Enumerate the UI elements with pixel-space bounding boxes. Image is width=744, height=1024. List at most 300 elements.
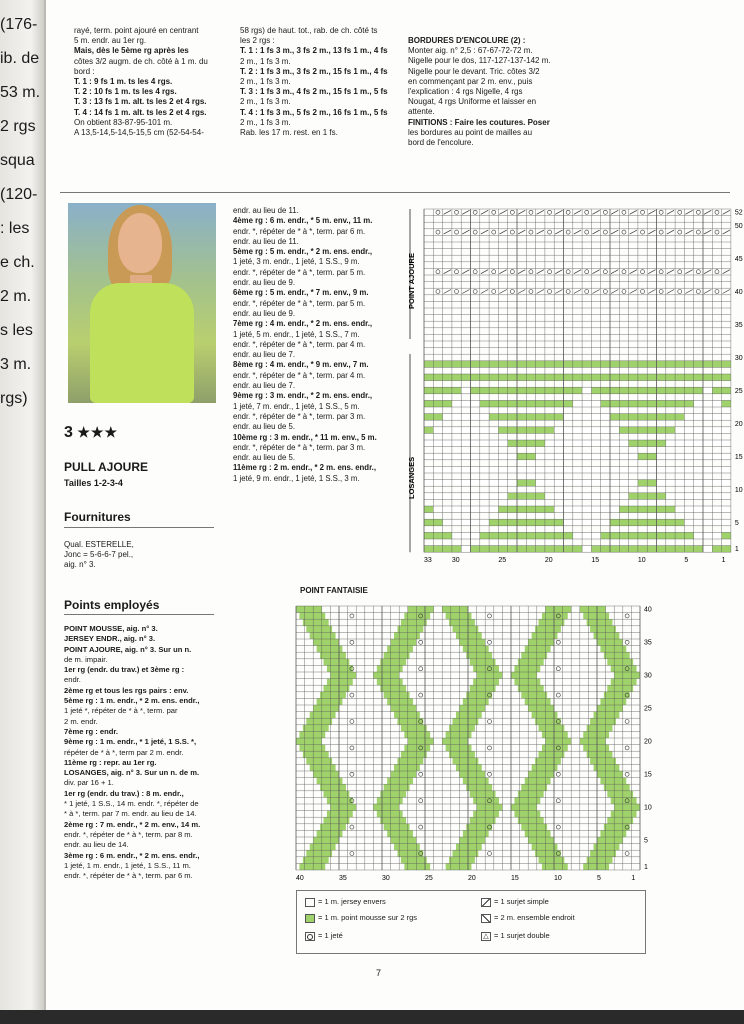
points-list <box>64 624 224 881</box>
text-line: On obtient 83-87-95-101 m. <box>74 117 173 127</box>
green-zigzag-cell <box>380 817 406 824</box>
text-line: T. 2 : 10 fs 1 m. ts les 4 rgs. <box>74 87 177 97</box>
text-line: T. 4 : 14 fs 1 m. alt. ts les 2 et 4 rgs. <box>74 107 207 117</box>
instruction-line: 8ème rg : 4 m. endr., * 9 m. env., 7 m. <box>233 360 369 370</box>
col-tick-label: 33 <box>424 557 432 565</box>
prev-page-text-line: 53 m. <box>0 84 41 101</box>
decrease-symbol <box>574 230 581 234</box>
yarn-over-symbol <box>696 290 700 294</box>
yarn-over-symbol <box>510 230 514 234</box>
green-zigzag-cell <box>611 811 637 818</box>
yarn-over-symbol <box>566 230 570 234</box>
green-zigzag-cell <box>327 665 353 672</box>
diamond-cell <box>582 387 591 394</box>
prev-page-text-line: rgs) <box>0 390 28 407</box>
green-zigzag-cell <box>600 778 626 785</box>
row-tick-label: 52 <box>734 209 743 217</box>
green-zigzag-cell <box>303 857 329 864</box>
instruction-line: 1 jeté *, répéter de * à *, term. par <box>64 706 178 716</box>
instruction-line: endr. *, répéter de * à *, term. par 5 m. <box>233 298 366 308</box>
green-zigzag-cell <box>473 797 499 804</box>
instruction-line: 9ème rg : 1 m. endr., * 1 jeté, 1 S.S. *, <box>64 737 197 747</box>
green-zigzag-cell <box>313 837 339 844</box>
green-zigzag-cell <box>583 613 609 620</box>
green-zigzag-cell <box>459 639 485 646</box>
pattern-title: PULL AJOURE <box>64 460 149 474</box>
yarn-over-symbol <box>566 290 570 294</box>
diamond-cell <box>694 532 722 539</box>
text-line: BORDURES D'ENCOLURE (2) : <box>408 36 526 45</box>
green-zigzag-cell <box>394 764 420 771</box>
green-zigzag-cell <box>377 679 403 686</box>
instruction-line: endr. *, répéter de * à *, term. par 4 m. <box>233 339 366 349</box>
decrease-symbol <box>648 230 655 234</box>
green-zigzag-cell <box>607 685 633 692</box>
green-zigzag-cell <box>470 791 496 798</box>
instruction-line: div. par 16 + 1. <box>64 778 114 788</box>
green-zigzag-cell <box>313 705 339 712</box>
green-zigzag-cell <box>449 857 475 864</box>
green-zigzag-cell <box>404 863 430 870</box>
ens-symbol-icon <box>481 914 491 923</box>
instruction-line: endr. au lieu de 11. <box>233 206 299 215</box>
row-tick-label: 40 <box>734 288 743 296</box>
green-zigzag-cell <box>597 837 623 844</box>
yarn-over-symbol <box>529 290 533 294</box>
text-line: Rab. les 17 m. rest. en 1 fs. <box>240 128 338 138</box>
green-zigzag-cell <box>511 672 537 679</box>
green-zigzag-cell <box>306 626 332 633</box>
yarn-over-symbol <box>715 230 719 234</box>
decrease-symbol <box>611 210 618 214</box>
green-zigzag-cell <box>532 844 558 851</box>
decrease-symbol <box>630 270 637 274</box>
green-zigzag-cell <box>330 672 356 679</box>
points-heading: Points employés <box>64 598 160 612</box>
col-tick-label: 1 <box>631 875 636 882</box>
green-zigzag-cell <box>324 817 350 824</box>
text-line: rayé, term. point ajouré en centrant <box>74 26 199 35</box>
green-zigzag-cell <box>401 725 427 732</box>
decrease-symbol <box>518 210 525 214</box>
yarn-over-symbol <box>556 825 560 829</box>
decrease-symbol <box>499 210 506 214</box>
yarn-over-symbol <box>556 640 560 644</box>
green-zigzag-cell <box>594 764 620 771</box>
green-zigzag-cell <box>320 652 346 659</box>
decrease-symbol <box>685 230 692 234</box>
green-zigzag-cell <box>614 672 640 679</box>
green-zigzag-cell <box>587 725 613 732</box>
green-zigzag-cell <box>446 863 472 870</box>
green-row <box>424 374 731 381</box>
green-zigzag-cell <box>397 758 423 765</box>
diamond-cell <box>452 532 480 539</box>
green-zigzag-cell <box>459 771 485 778</box>
green-zigzag-cell <box>384 784 410 791</box>
diamond-cell <box>526 466 647 473</box>
text-line: 2 m., 1 fs 3 m. <box>240 56 291 66</box>
green-zigzag-cell <box>459 837 485 844</box>
column-2-top <box>240 26 400 138</box>
previous-page-edge <box>0 0 46 1024</box>
green-zigzag-cell <box>330 804 356 811</box>
green-symbol-icon <box>305 914 315 923</box>
row-tick-label: 20 <box>734 420 743 428</box>
diamond-cell <box>582 546 591 553</box>
green-zigzag-cell <box>324 791 350 798</box>
text-line: 2 m., 1 fs 3 m. <box>240 97 291 107</box>
decrease-symbol <box>648 210 655 214</box>
yarn-over-symbol <box>625 852 629 856</box>
green-zigzag-cell <box>514 797 540 804</box>
instruction-line: POINT AJOURE, aig. n° 3. Sur un n. <box>64 644 192 654</box>
instruction-line: 2 m. endr. <box>64 716 98 726</box>
yarn-over-symbol <box>473 290 477 294</box>
yarn-over-symbol <box>585 210 589 214</box>
green-zigzag-cell <box>327 811 353 818</box>
green-zigzag-cell <box>459 705 485 712</box>
fourniture-line: Qual. ESTERELLE, <box>64 540 134 549</box>
col-tick-label: 10 <box>637 557 646 565</box>
instruction-line: 2ème rg et tous les rgs pairs : env. <box>64 685 189 695</box>
decrease-symbol <box>537 270 544 274</box>
green-zigzag-cell <box>511 804 537 811</box>
yarn-over-symbol <box>659 290 663 294</box>
yarn-over-symbol <box>436 270 440 274</box>
green-zigzag-cell <box>310 764 336 771</box>
difficulty-rating <box>64 424 118 442</box>
column-1-top <box>74 26 234 138</box>
diamond-cell <box>573 400 601 407</box>
row-tick-label: 1 <box>644 864 648 871</box>
heading-rule-2 <box>64 614 214 615</box>
decrease-symbol <box>723 210 730 214</box>
yarn-over-symbol <box>350 720 354 724</box>
decrease-symbol <box>555 270 562 274</box>
green-zigzag-cell <box>384 692 410 699</box>
yarn-over-symbol <box>455 270 459 274</box>
green-zigzag-cell <box>518 685 544 692</box>
yarn-over-symbol <box>436 230 440 234</box>
green-zigzag-cell <box>449 751 475 758</box>
green-zigzag-cell <box>521 824 547 831</box>
instruction-line: endr. au lieu de 7. <box>233 350 295 360</box>
section-divider <box>60 192 730 193</box>
green-zigzag-cell <box>528 771 554 778</box>
decrease-symbol <box>667 290 674 294</box>
decrease-symbol <box>704 210 711 214</box>
yarn-over-symbol <box>622 210 626 214</box>
green-zigzag-cell <box>607 791 633 798</box>
yarn-over-symbol <box>678 270 682 274</box>
yarn-over-symbol <box>455 290 459 294</box>
green-zigzag-cell <box>535 758 561 765</box>
green-zigzag-cell <box>453 850 479 857</box>
green-zigzag-cell <box>456 764 482 771</box>
green-zigzag-cell <box>387 778 413 785</box>
green-zigzag-cell <box>594 632 620 639</box>
green-zigzag-cell <box>607 659 633 666</box>
green-zigzag-cell <box>317 830 343 837</box>
instruction-line: 1 jeté, 3 m. endr., 1 jeté, 1 S.S., 9 m. <box>233 257 360 267</box>
green-zigzag-cell <box>404 745 430 752</box>
instruction-line: endr. *, répéter de * à *, term. par 6 m. <box>64 871 193 881</box>
instruction-line: 1 jeté, 5 m. endr., 1 jeté, 1 S.S., 7 m. <box>233 329 360 339</box>
col-tick-label: 10 <box>554 875 562 882</box>
green-zigzag-cell <box>397 850 423 857</box>
yarn-over-symbol <box>585 290 589 294</box>
decrease-symbol <box>444 230 451 234</box>
green-zigzag-cell <box>463 778 489 785</box>
instruction-line: endr. *, répéter de * à *, term. par 3 m. <box>233 442 366 452</box>
decrease-symbol <box>611 290 618 294</box>
green-zigzag-cell <box>514 665 540 672</box>
row-tick-label: 10 <box>734 486 743 494</box>
green-zigzag-cell <box>545 738 571 745</box>
green-zigzag-cell <box>611 665 637 672</box>
decrease-symbol <box>685 210 692 214</box>
yarn-over-symbol <box>473 210 477 214</box>
col-tick-label: 25 <box>425 875 433 882</box>
green-zigzag-cell <box>317 778 343 785</box>
green-zigzag-cell <box>535 718 561 725</box>
legend-label: = 2 m. ensemble endroit <box>494 913 575 922</box>
text-line: bord : <box>74 66 95 76</box>
instruction-line: endr. au lieu de 9. <box>233 308 295 318</box>
model-photo <box>68 203 216 403</box>
text-line: Nigelle pour le dos, 117-127-137-142 m. <box>408 56 551 66</box>
scan-bottom-edge <box>0 1010 744 1024</box>
col-tick-label: 15 <box>591 557 600 565</box>
yarn-over-symbol <box>488 772 492 776</box>
green-zigzag-cell <box>466 692 492 699</box>
double-symbol-icon: △ <box>481 932 491 941</box>
decrease-symbol <box>592 210 599 214</box>
yarn-over-symbol <box>585 270 589 274</box>
legend-item <box>305 897 386 907</box>
green-zigzag-cell <box>594 844 620 851</box>
green-zigzag-cell <box>611 797 637 804</box>
green-zigzag-cell <box>525 698 551 705</box>
instruction-line: endr. *, répéter de * à *, term. par 8 m. <box>64 829 193 839</box>
fourniture-line: Jonc = 5-6-6-7 pel., <box>64 550 134 560</box>
diamond-cell <box>703 546 712 553</box>
text-line: T. 3 : 1 fs 3 m., 4 fs 2 m., 15 fs 1 m., 5 fs <box>240 87 388 97</box>
green-zigzag-cell <box>525 830 551 837</box>
row-tick-label: 50 <box>734 222 743 230</box>
text-line: T. 1 : 1 fs 3 m., 3 fs 2 m., 13 fs 1 m., 4 fs <box>240 46 388 56</box>
decrease-symbol <box>555 210 562 214</box>
row-tick-label: 20 <box>644 738 652 746</box>
yarn-over-symbol <box>556 667 560 671</box>
yarn-over-symbol <box>419 667 423 671</box>
text-line: attente. <box>408 107 435 117</box>
green-zigzag-cell <box>408 738 434 745</box>
yarn-over-symbol <box>529 270 533 274</box>
text-line: côtes 3/2 augm. de ch. côté à 1 m. du <box>74 56 208 66</box>
legend-item <box>305 931 343 941</box>
green-zigzag-cell <box>391 639 417 646</box>
decrease-symbol <box>444 290 451 294</box>
instruction-line: 3ème rg : 6 m. endr., * 2 m. ens. endr., <box>64 850 200 860</box>
decrease-symbol <box>723 290 730 294</box>
green-zigzag-cell <box>600 830 626 837</box>
instruction-line: endr. au lieu de 5. <box>233 422 295 432</box>
decrease-symbol <box>592 270 599 274</box>
green-zigzag-cell <box>456 712 482 719</box>
green-zigzag-cell <box>313 771 339 778</box>
diamond-cell <box>647 466 731 473</box>
instruction-line: endr. au lieu de 5. <box>233 453 295 463</box>
yarn-over-symbol <box>715 210 719 214</box>
text-line: Nigelle pour le devant. Tric. côtes 3/2 <box>408 66 540 76</box>
row-tick-label: 35 <box>734 321 743 329</box>
ss-symbol-icon <box>481 898 491 907</box>
text-line: les bordures au point de mailles au <box>408 127 533 137</box>
prev-page-text-line: (176- <box>0 16 38 33</box>
yarn-over-symbol <box>510 270 514 274</box>
green-zigzag-cell <box>525 778 551 785</box>
yarn-over-symbol <box>436 210 440 214</box>
green-zigzag-cell <box>590 626 616 633</box>
instruction-line: 2ème rg : 7 m. endr., * 2 m. env., 14 m. <box>64 819 201 829</box>
fournitures-list <box>64 540 214 571</box>
green-zigzag-cell <box>317 646 343 653</box>
green-zigzag-cell <box>313 639 339 646</box>
green-row <box>424 361 731 368</box>
green-zigzag-cell <box>394 712 420 719</box>
green-zigzag-cell <box>600 698 626 705</box>
column-3-top <box>408 36 568 148</box>
green-zigzag-cell <box>306 718 332 725</box>
text-line: T. 4 : 1 fs 3 m., 5 fs 2 m., 16 fs 1 m., 5 fs <box>240 107 388 117</box>
diamond-cell <box>564 519 611 526</box>
decrease-symbol <box>630 210 637 214</box>
green-zigzag-cell <box>583 863 609 870</box>
text-line: 58 rgs) de haut. tot., rab. de ch. côté ts <box>240 26 378 35</box>
legend-item <box>481 913 575 923</box>
yarn-over-symbol <box>556 693 560 697</box>
green-zigzag-cell <box>518 791 544 798</box>
green-zigzag-cell <box>303 751 329 758</box>
green-zigzag-cell <box>514 679 540 686</box>
green-zigzag-cell <box>453 626 479 633</box>
yarn-over-symbol <box>622 290 626 294</box>
green-zigzag-cell <box>296 738 322 745</box>
green-zigzag-cell <box>473 665 499 672</box>
green-zigzag-cell <box>317 698 343 705</box>
text-line: 5 m. endr. au 1er rg. <box>74 36 147 46</box>
green-zigzag-cell <box>394 632 420 639</box>
yarn-over-symbol <box>548 230 552 234</box>
instruction-line: 6ème rg : 5 m. endr., * 7 m. env., 9 m. <box>233 288 369 298</box>
yarn-over-symbol <box>548 210 552 214</box>
green-zigzag-cell <box>449 725 475 732</box>
green-zigzag-cell <box>310 844 336 851</box>
green-zigzag-cell <box>542 731 568 738</box>
green-zigzag-cell <box>391 771 417 778</box>
green-zigzag-cell <box>324 685 350 692</box>
diamond-cell <box>443 414 490 421</box>
fourniture-line: aig. n° 3. <box>64 560 96 570</box>
yarn-over-symbol <box>556 772 560 776</box>
legend-label: = 1 surjet simple <box>494 897 549 906</box>
yarn-over-symbol <box>659 230 663 234</box>
instruction-line: 11ème rg : 2 m. endr., * 2 m. ens. endr., <box>233 463 377 473</box>
text-line: Nougat, 4 rgs Uniforme et laisser en <box>408 97 537 107</box>
yarn-over-symbol <box>488 852 492 856</box>
decrease-symbol <box>611 230 618 234</box>
decrease-symbol <box>704 290 711 294</box>
legend-label: = 1 jeté <box>318 931 343 940</box>
decrease-symbol <box>481 210 488 214</box>
yarn-over-symbol <box>548 290 552 294</box>
diamond-cell <box>666 493 731 500</box>
rating-number: 3 <box>64 424 73 441</box>
yarn-over-symbol <box>641 230 645 234</box>
instruction-line: endr. au lieu de 14. <box>64 840 129 850</box>
green-zigzag-cell <box>296 606 322 613</box>
yarn-over-symbol <box>715 270 719 274</box>
diamond-cell <box>424 440 508 447</box>
yarn-over-symbol <box>566 210 570 214</box>
green-zigzag-cell <box>320 784 346 791</box>
yarn-over-symbol <box>350 825 354 829</box>
decrease-symbol <box>574 290 581 294</box>
row-tick-label: 30 <box>734 354 743 362</box>
green-zigzag-cell <box>391 837 417 844</box>
decrease-symbol <box>444 270 451 274</box>
instruction-line: POINT MOUSSE, aig. n° 3. <box>64 624 158 633</box>
green-zigzag-cell <box>542 613 568 620</box>
instruction-line: de m. impair. <box>64 654 108 664</box>
yarn-over-symbol <box>641 290 645 294</box>
decrease-symbol <box>481 230 488 234</box>
green-zigzag-cell <box>380 659 406 666</box>
green-zigzag-cell <box>611 679 637 686</box>
decrease-symbol <box>574 270 581 274</box>
green-zigzag-cell <box>397 718 423 725</box>
row-tick-label: 35 <box>644 639 652 647</box>
prev-page-text-line: ib. de <box>0 50 40 67</box>
green-zigzag-cell <box>324 659 350 666</box>
green-zigzag-cell <box>614 804 640 811</box>
chart1-grid <box>396 205 743 565</box>
decrease-symbol <box>462 290 469 294</box>
green-zigzag-cell <box>607 817 633 824</box>
green-zigzag-cell <box>539 619 565 626</box>
green-zigzag-cell <box>310 712 336 719</box>
yarn-over-symbol <box>603 270 607 274</box>
decrease-symbol <box>481 270 488 274</box>
row-tick-label: 25 <box>644 705 652 713</box>
yarn-over-symbol <box>529 230 533 234</box>
green-zigzag-cell <box>327 679 353 686</box>
prev-page-text-line: 2 m. <box>0 288 32 305</box>
diamond-cell <box>433 506 498 513</box>
green-zigzag-cell <box>477 672 503 679</box>
yarn-over-symbol <box>350 614 354 618</box>
instruction-line: 7ème rg : endr. <box>64 726 119 736</box>
yarn-over-symbol <box>625 614 629 618</box>
yarn-over-symbol <box>488 614 492 618</box>
green-zigzag-cell <box>604 692 630 699</box>
diamond-cell <box>554 506 619 513</box>
legend-item <box>481 931 550 941</box>
instruction-line: 1er rg (endr. du trav.) et 3ème rg : <box>64 665 185 675</box>
green-zigzag-cell <box>463 830 489 837</box>
